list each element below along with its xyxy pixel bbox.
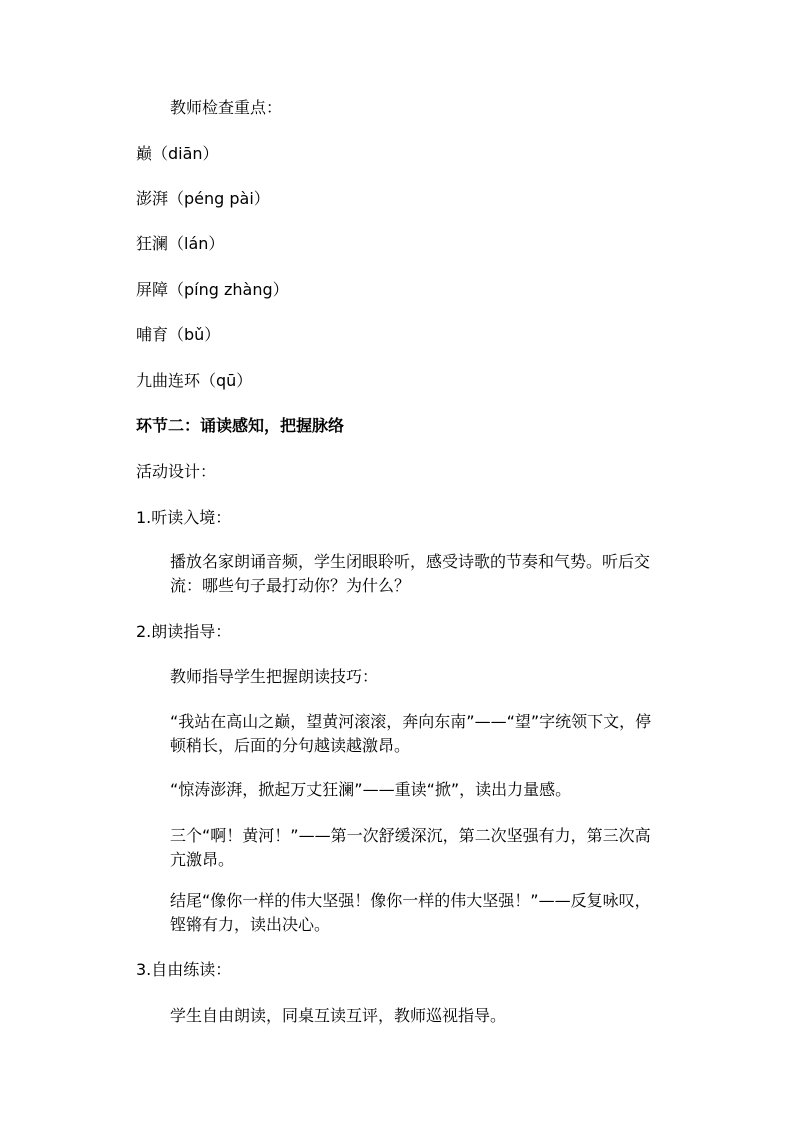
vocab-item: 屏障（píng zhàng）	[136, 280, 289, 299]
step-title: 3.自由练读：	[136, 960, 232, 979]
reading-guide-item: “惊涛澎湃，掀起万丈狂澜”——重读“掀”，读出力量感。	[170, 780, 572, 799]
step-intro: 教师指导学生把握朗读技巧：	[170, 667, 379, 686]
step-paragraph: 播放名家朗诵音频，学生闭眼聆听，感受诗歌的节奏和气势。听后交流：哪些句子最打动你？为什么？	[170, 552, 651, 595]
step-title: 2.朗读指导：	[136, 622, 232, 641]
reading-guide-item: “我站在高山之巅，望黄河滚滚，奔向东南”——“望”字统领下文，停顿稍长，后面的分句越读越激昂。	[170, 712, 652, 755]
section-title: 环节二：诵读感知，把握脉络	[136, 416, 345, 435]
vocab-item: 澎湃（péng pài）	[136, 189, 270, 208]
vocab-item: 哺育（bǔ）	[136, 325, 221, 344]
vocab-item: 九曲连环（qū）	[136, 371, 253, 390]
vocab-item: 狂澜（lán）	[136, 234, 225, 253]
teacher-check-title: 教师检查重点：	[170, 98, 283, 117]
reading-guide-item: 三个“啊！黄河！”——第一次舒缓深沉，第二次坚强有力，第三次高亢激昂。	[170, 826, 651, 869]
activity-design-label: 活动设计：	[136, 462, 217, 481]
vocab-item: 巅（diān）	[136, 144, 219, 163]
step-title: 1.听读入境：	[136, 508, 232, 527]
reading-guide-item: 结尾“像你一样的伟大坚强！像你一样的伟大坚强！”——反复咏叹，铿锵有力，读出决心。	[170, 891, 651, 934]
step-paragraph: 学生自由朗读，同桌互读互评，教师巡视指导。	[170, 1006, 507, 1025]
